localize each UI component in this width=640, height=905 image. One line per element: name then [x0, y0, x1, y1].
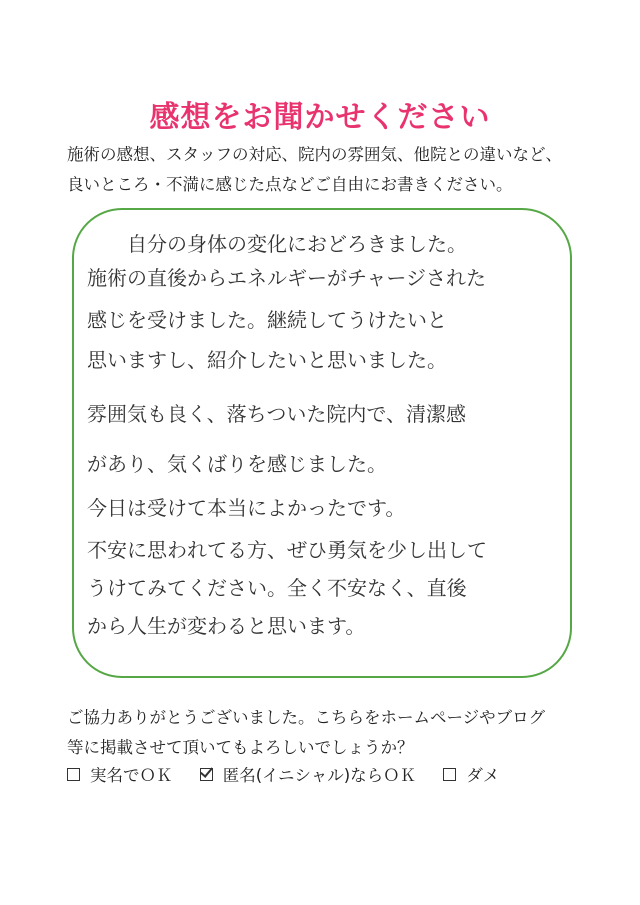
intro-line-1: 施術の感想、スタッフの対応、院内の雰囲気、他院との違いなど、 — [67, 145, 562, 164]
option-real-name[interactable] — [67, 762, 173, 786]
intro-line-2: 良いところ・不満に感じた点などご自由にお書きください。 — [67, 175, 513, 194]
comment-line: から人生が変わると思います。 — [87, 614, 366, 638]
comment-line: 雰囲気も良く、落ちついた院内で、清潔感 — [87, 402, 466, 426]
checkbox-no[interactable] — [443, 768, 456, 781]
comment-line: 思いますし、紹介したいと思いました。 — [87, 348, 447, 372]
consent-options — [67, 762, 521, 786]
footer-line-1: ご協力ありがとうございました。こちらをホームページやブログ — [67, 708, 546, 727]
form-title: 感想をお聞かせください — [149, 100, 491, 135]
option-label: 実名でＯＫ — [90, 766, 173, 785]
comment-line: 自分の身体の変化におどろきました。 — [127, 232, 467, 256]
comment-line: があり、気くばりを感じました。 — [87, 452, 387, 476]
comment-line: 感じを受けました。継続してうけたいと — [87, 308, 447, 332]
option-label: ダメ — [466, 766, 500, 785]
footer-line-2: 等に掲載させて頂いてもよろしいでしょうか？ — [67, 738, 414, 757]
comment-line: うけてみてください。全く不安なく、直後 — [87, 576, 467, 600]
checkbox-anonymous[interactable] — [200, 768, 213, 781]
option-anonymous[interactable] — [200, 762, 416, 786]
footer-text — [67, 703, 607, 763]
option-label: 匿名(イニシャル)ならＯＫ — [222, 766, 417, 785]
comment-line: 施術の直後からエネルギーがチャージされた — [87, 266, 486, 290]
checkbox-real-name[interactable] — [67, 768, 80, 781]
intro-text — [67, 140, 597, 200]
comment-line: 今日は受けて本当によかったです。 — [87, 496, 406, 520]
option-no[interactable] — [443, 762, 499, 786]
comment-line: 不安に思われてる方、ぜひ勇気を少し出して — [87, 538, 487, 562]
